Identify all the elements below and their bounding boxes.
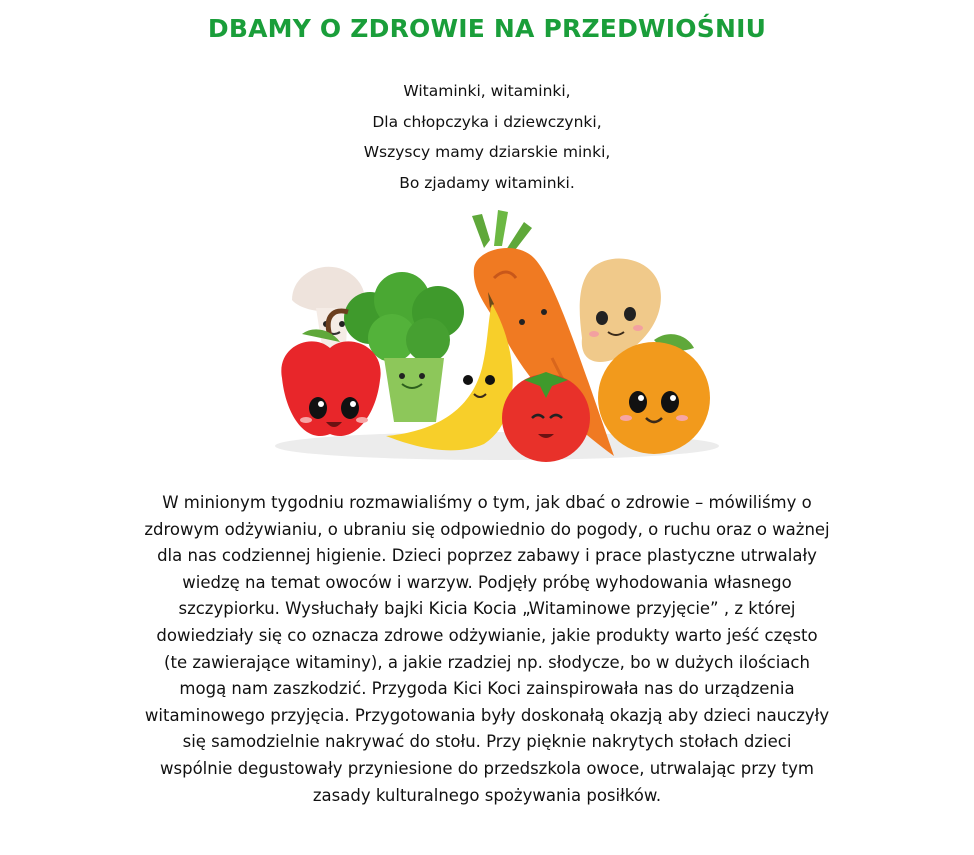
body-paragraph bbox=[100, 490, 874, 809]
poem-line: Dla chłopczyka i dziewczynki, bbox=[372, 112, 602, 131]
body-line: dowiedziały się co oznacza zdrowe odżywianie, jakie produkty warto jeść często bbox=[156, 625, 818, 645]
poem-line: Wszyscy mamy dziarskie minki, bbox=[363, 143, 611, 161]
body-line: zdrowym odżywianiu, o ubraniu się odpowiednio do pogody, o ruchu oraz o ważnej bbox=[144, 519, 830, 539]
body-line: W minionym tygodniu rozmawialiśmy o tym, jak dbać o zdrowie – mówiliśmy o bbox=[162, 493, 812, 512]
poem-line: Witaminki, witaminki, bbox=[403, 82, 571, 100]
body-line: szczypiorku. Wysłuchały bajki Kicia Kocia „Witaminowe przyjęcie” , z której bbox=[178, 599, 796, 619]
body-line: wiedzę na temat owoców i warzyw. Podjęły próbę wyhodowania własnego bbox=[182, 572, 792, 592]
fruits-and-vegetables-illustration bbox=[262, 208, 732, 468]
page-title: DBAMY O ZDROWIE NA PRZEDWIOŚNIU bbox=[207, 14, 767, 43]
poem bbox=[0, 76, 974, 198]
body-line: zasady kulturalnego spożywania posiłków. bbox=[312, 785, 662, 805]
body-line: mogą nam zaszkodzić. Przygoda Kici Koci zainspirowała nas do urządzenia bbox=[179, 679, 795, 699]
body-line: wspólnie degustowały przyniesione do przedszkola owoce, utrwalając przy tym bbox=[160, 758, 814, 778]
body-line: (te zawierające witaminy), a jakie rzadziej np. słodycze, bo w dużych ilościach bbox=[164, 652, 810, 672]
body-line: się samodzielnie nakrywać do stołu. Przy pięknie nakrytych stołach dzieci bbox=[182, 732, 792, 752]
poem-line: Bo zjadamy witaminki. bbox=[399, 173, 575, 192]
body-line: witaminowego przyjęcia. Przygotowania były doskonałą okazją aby dzieci nauczyły bbox=[144, 705, 830, 725]
body-line: dla nas codziennej higienie. Dzieci poprzez zabawy i prace plastyczne utrwalały bbox=[157, 546, 817, 566]
